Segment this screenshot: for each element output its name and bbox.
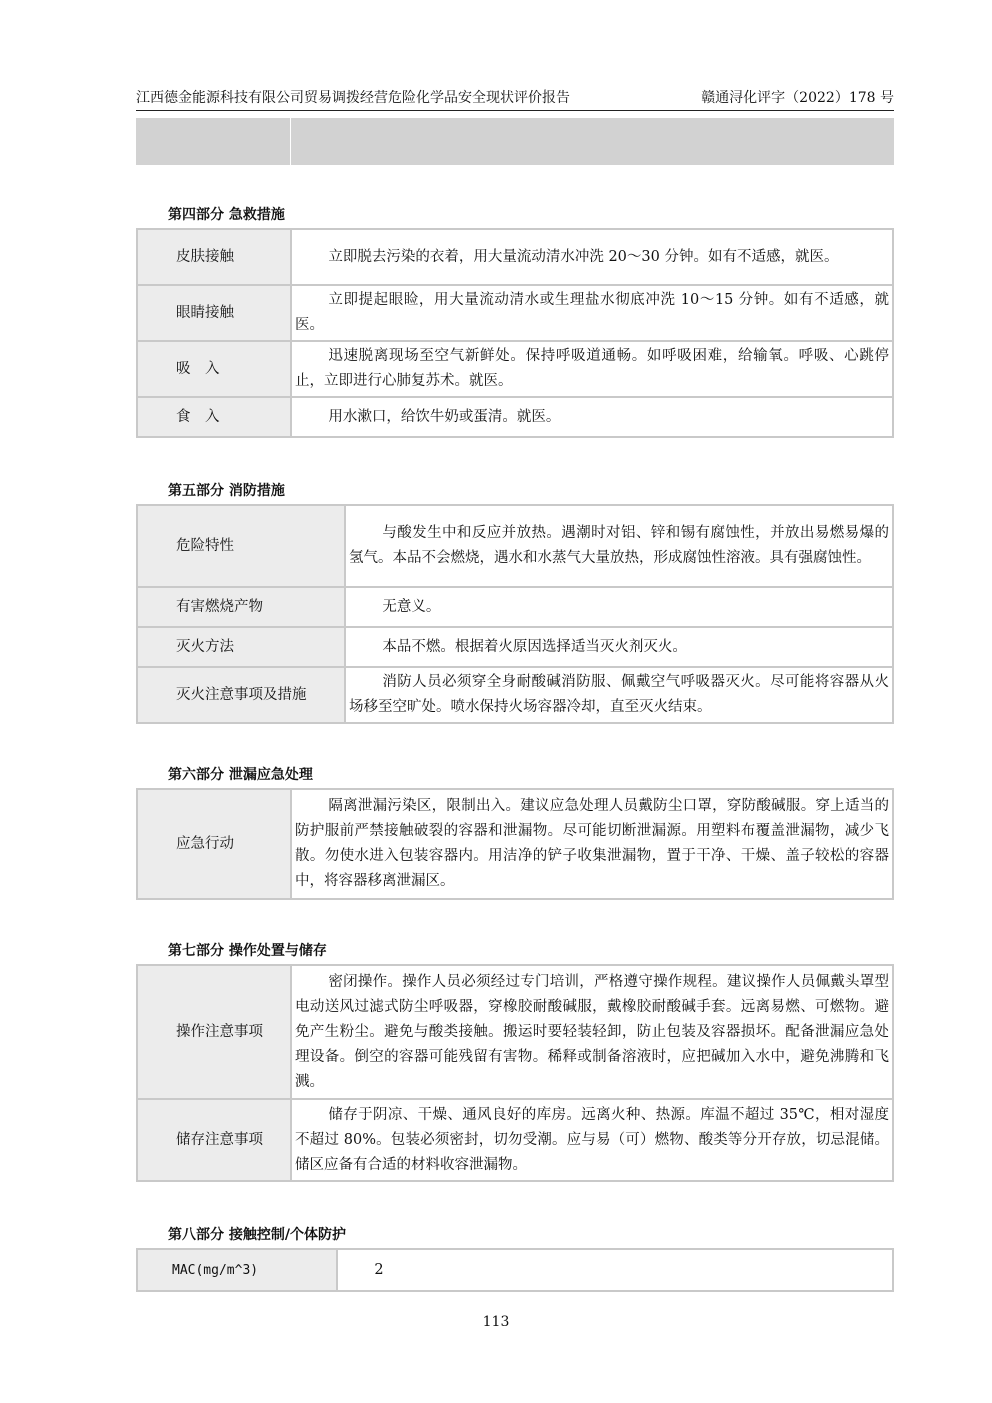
table-row [137, 627, 893, 667]
row-label: 有害燃烧产物 [137, 587, 345, 627]
row-label: 眼睛接触 [137, 285, 291, 341]
spill-response-table [136, 788, 894, 900]
table-row [137, 397, 893, 437]
first-aid-table [136, 228, 894, 438]
table-row [137, 1099, 893, 1181]
section-8-title: 第八部分 接触控制/个体防护 [168, 1227, 346, 1243]
header-report-title: 江西德金能源科技有限公司贸易调拨经营危险化学品安全现状评价报告 [136, 90, 570, 106]
table-row [137, 505, 893, 587]
row-content: 立即脱去污染的衣着，用大量流动清水冲洗 20～30 分钟。如有不适感，就医。 [328, 248, 839, 265]
row-content: 迅速脱离现场至空气新鲜处。保持呼吸道通畅。如呼吸困难，给输氧。呼吸、心跳停止，立即进行心肺复苏术。就医。 [295, 348, 889, 389]
row-content: 2 [374, 1261, 384, 1278]
section-7-title: 第七部分 操作处置与储存 [168, 943, 327, 959]
row-content: 消防人员必须穿全身耐酸碱消防服、佩戴空气呼吸器灭火。尽可能将容器从火场移至空旷处。喷水保持火场容器冷却，直至灭火结束。 [349, 674, 889, 715]
row-content: 储存于阴凉、干燥、通风良好的库房。远离火种、热源。库温不超过 35℃，相对湿度不超过 80%。包装必须密封，切勿受潮。应与易（可）燃物、酸类等分开存放，切忌混储。储区应备有合适的材料收容泄漏物。 [295, 1106, 889, 1173]
table-row [137, 285, 893, 341]
exposure-control-table [136, 1248, 894, 1292]
table-row [137, 667, 893, 723]
section-6-title: 第六部分 泄漏应急处理 [168, 767, 313, 783]
row-label: 储存注意事项 [137, 1099, 291, 1181]
row-content: 立即提起眼睑，用大量流动清水或生理盐水彻底冲洗 10～15 分钟。如有不适感，就医。 [295, 292, 889, 333]
row-content: 与酸发生中和反应并放热。遇潮时对铝、锌和锡有腐蚀性，并放出易燃易爆的氢气。本品不会燃烧，遇水和水蒸气大量放热，形成腐蚀性溶液。具有强腐蚀性。 [349, 525, 889, 566]
row-label: 灭火注意事项及措施 [137, 667, 345, 723]
firefighting-table [136, 504, 894, 724]
row-label: 危险特性 [137, 505, 345, 587]
row-label: 食 入 [137, 397, 291, 437]
row-label: 灭火方法 [137, 627, 345, 667]
table-row [137, 1249, 893, 1291]
row-content: 密闭操作。操作人员必须经过专门培训，严格遵守操作规程。建议操作人员佩戴头罩型电动送风过滤式防尘呼吸器，穿橡胶耐酸碱服，戴橡胶耐酸碱手套。远离易燃、可燃物。避免产生粉尘。避免与酸类接触。搬运时要轻装轻卸，防止包装及容器损坏。配备泄漏应急处理设备。倒空的容器可能残留有害物。稀释或制备溶液时，应把碱加入水中，避免沸腾和飞溅。 [295, 973, 889, 1090]
row-label: 吸 入 [137, 341, 291, 397]
row-content: 无意义。 [382, 598, 441, 615]
page-number: 113 [482, 1314, 510, 1330]
row-label: MAC(mg/m^3) [137, 1249, 337, 1291]
table-row [137, 965, 893, 1099]
table-row [137, 229, 893, 285]
row-content: 隔离泄漏污染区，限制出入。建议应急处理人员戴防尘口罩，穿防酸碱服。穿上适当的防护服前严禁接触破裂的容器和泄漏物。尽可能切断泄漏源。用塑料布覆盖泄漏物，减少飞散。勿使水进入包装容器内。用洁净的铲子收集泄漏物，置于干净、干燥、盖子较松的容器中，将容器移离泄漏区。 [295, 798, 889, 889]
section-4-title: 第四部分 急救措施 [168, 207, 285, 223]
row-content: 本品不燃。根据着火原因选择适当灭火剂灭火。 [382, 638, 687, 655]
table-row [137, 341, 893, 397]
row-label: 操作注意事项 [137, 965, 291, 1099]
header-doc-number: 赣通浔化评字（2022）178 号 [701, 90, 894, 106]
table-row [137, 587, 893, 627]
continued-table-label-cell [136, 118, 291, 165]
page-header [136, 88, 894, 108]
handling-storage-table [136, 964, 894, 1182]
row-label: 应急行动 [137, 789, 291, 899]
header-divider [136, 110, 894, 111]
table-row [137, 789, 893, 899]
continued-table-fragment [136, 118, 894, 165]
section-5-title: 第五部分 消防措施 [168, 483, 285, 499]
row-label: 皮肤接触 [137, 229, 291, 285]
row-content: 用水漱口，给饮牛奶或蛋清。就医。 [328, 408, 561, 425]
